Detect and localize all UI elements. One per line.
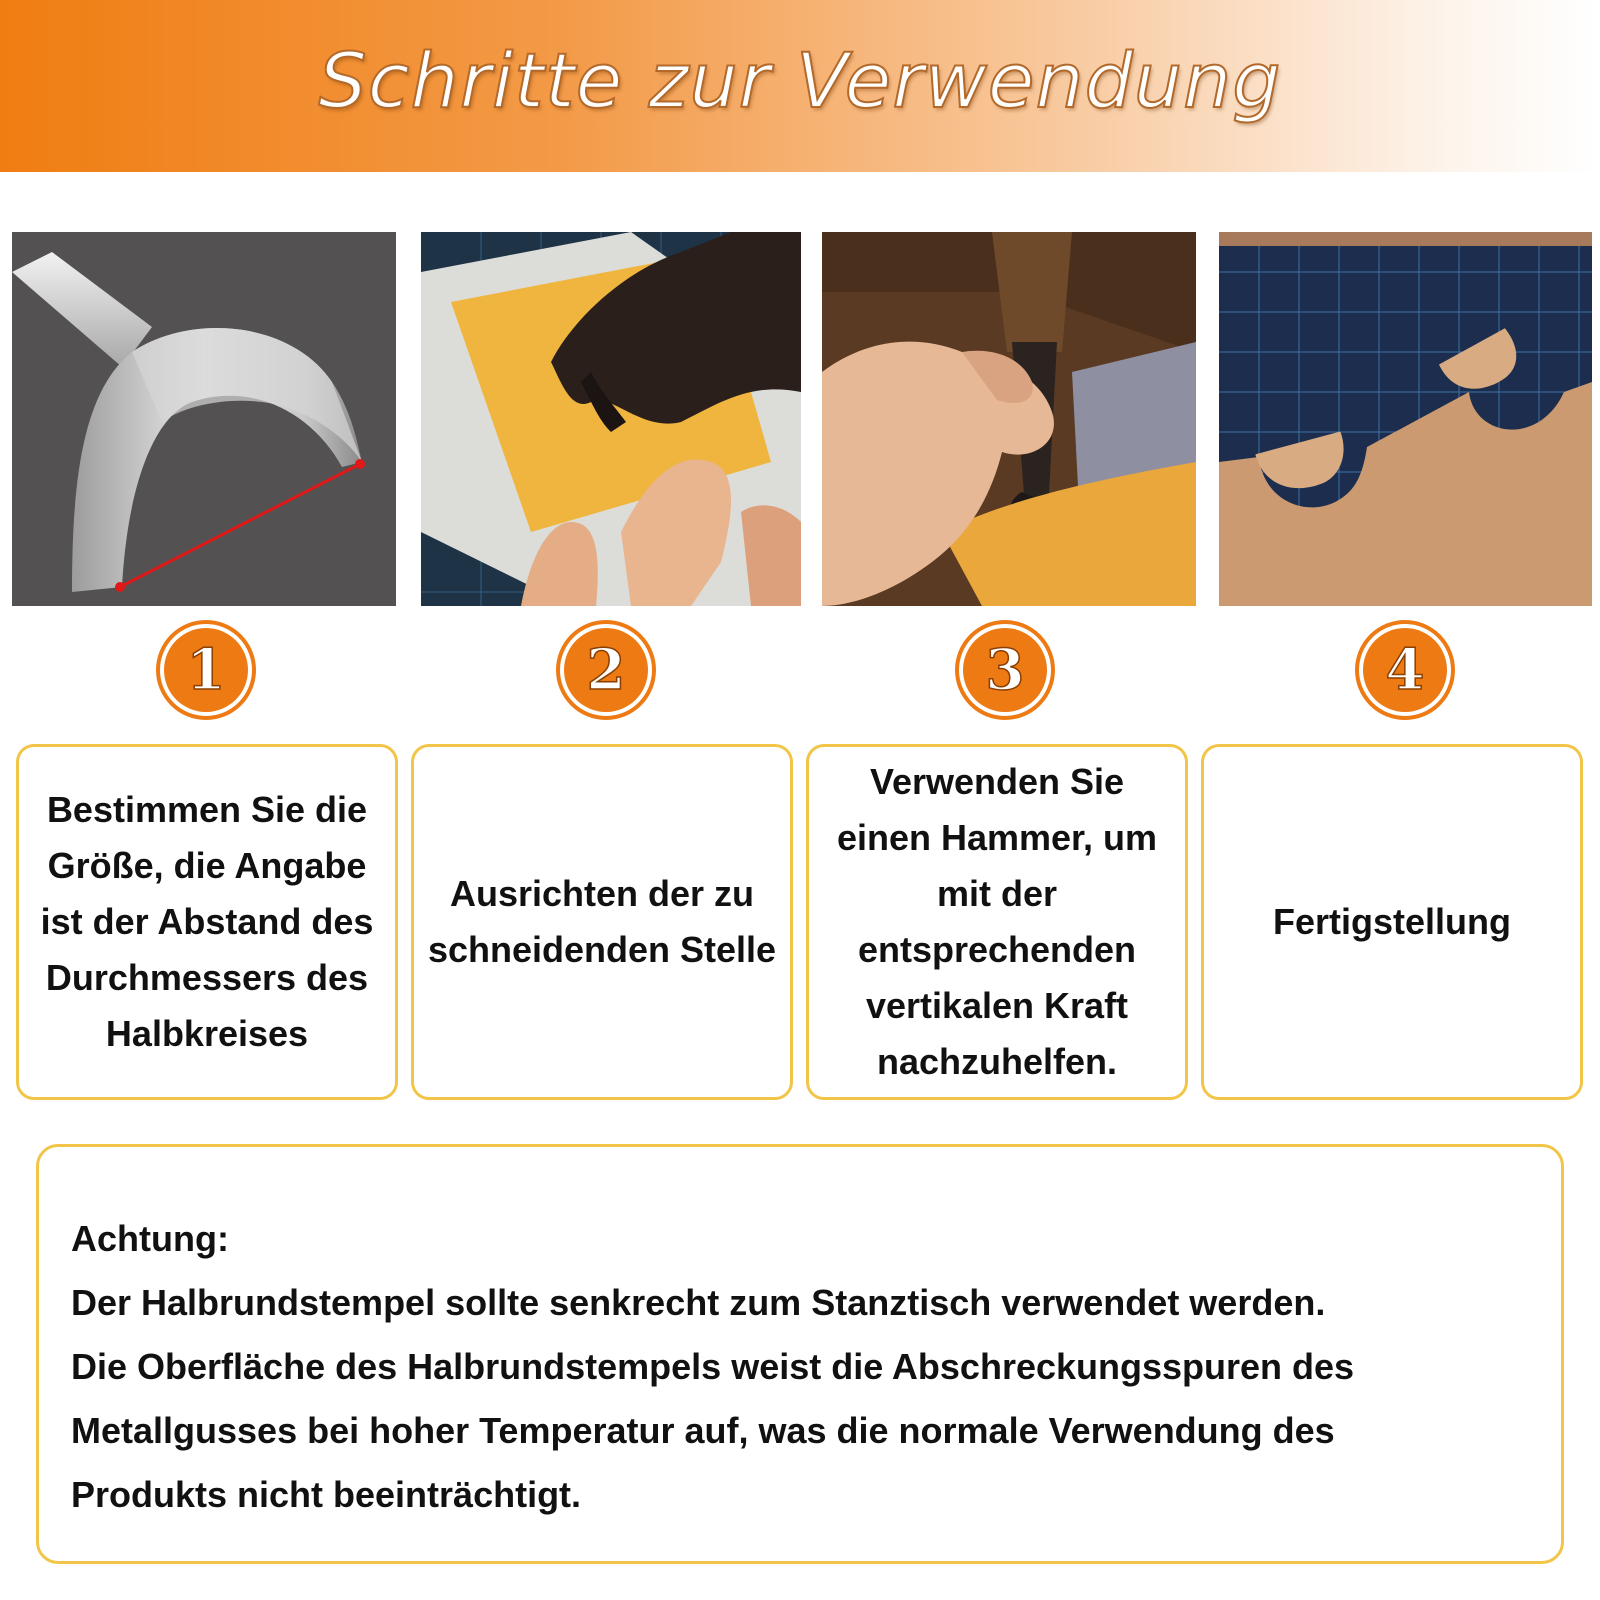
- step-4-badge: [1355, 620, 1455, 720]
- attention-note: [36, 1144, 1564, 1564]
- step-4-number: 4: [1363, 628, 1447, 712]
- step-4-card: [1201, 744, 1583, 1100]
- note-heading: Achtung:: [71, 1218, 229, 1259]
- step-3-number: 3: [963, 628, 1047, 712]
- note-line: Der Halbrundstempel sollte senkrecht zum Stanztisch verwendet werden.: [71, 1282, 1326, 1323]
- page-title: Schritte zur Verwendung: [318, 36, 1282, 125]
- header-banner: [0, 0, 1600, 172]
- step-3-text: Verwenden Sie einen Hammer, um mit der entsprechenden vertikalen Kraft nachzuhelfen.: [836, 761, 1158, 1082]
- note-line: Die Oberfläche des Halbrundstempels weist die Abschreckungsspuren des: [71, 1346, 1355, 1387]
- step-3-card: [806, 744, 1188, 1100]
- note-line: Metallgusses bei hoher Temperatur auf, was die normale Verwendung des: [71, 1410, 1335, 1451]
- step-1-number: 1: [164, 628, 248, 712]
- aligning-leather-photo: [421, 232, 801, 606]
- step-2-card: [411, 744, 793, 1100]
- step-4-text: Fertigstellung: [1272, 901, 1511, 942]
- step-1-card: [16, 744, 398, 1100]
- step-3-badge: [955, 620, 1055, 720]
- step-2-badge: [556, 620, 656, 720]
- step-1-text: Bestimmen Sie die Größe, die Angabe ist der Abstand des Durchmessers des Halbkreises: [40, 789, 374, 1054]
- step-2-text: Ausrichten der zu schneidenden Stelle: [427, 873, 777, 970]
- step-1-badge: [156, 620, 256, 720]
- note-line: Produkts nicht beeinträchtigt.: [71, 1474, 582, 1515]
- hammering-punch-photo: [822, 232, 1196, 606]
- step-2-number: 2: [564, 628, 648, 712]
- finished-cutouts-photo: [1219, 232, 1592, 606]
- semicircle-punch-tool-photo: [12, 232, 396, 606]
